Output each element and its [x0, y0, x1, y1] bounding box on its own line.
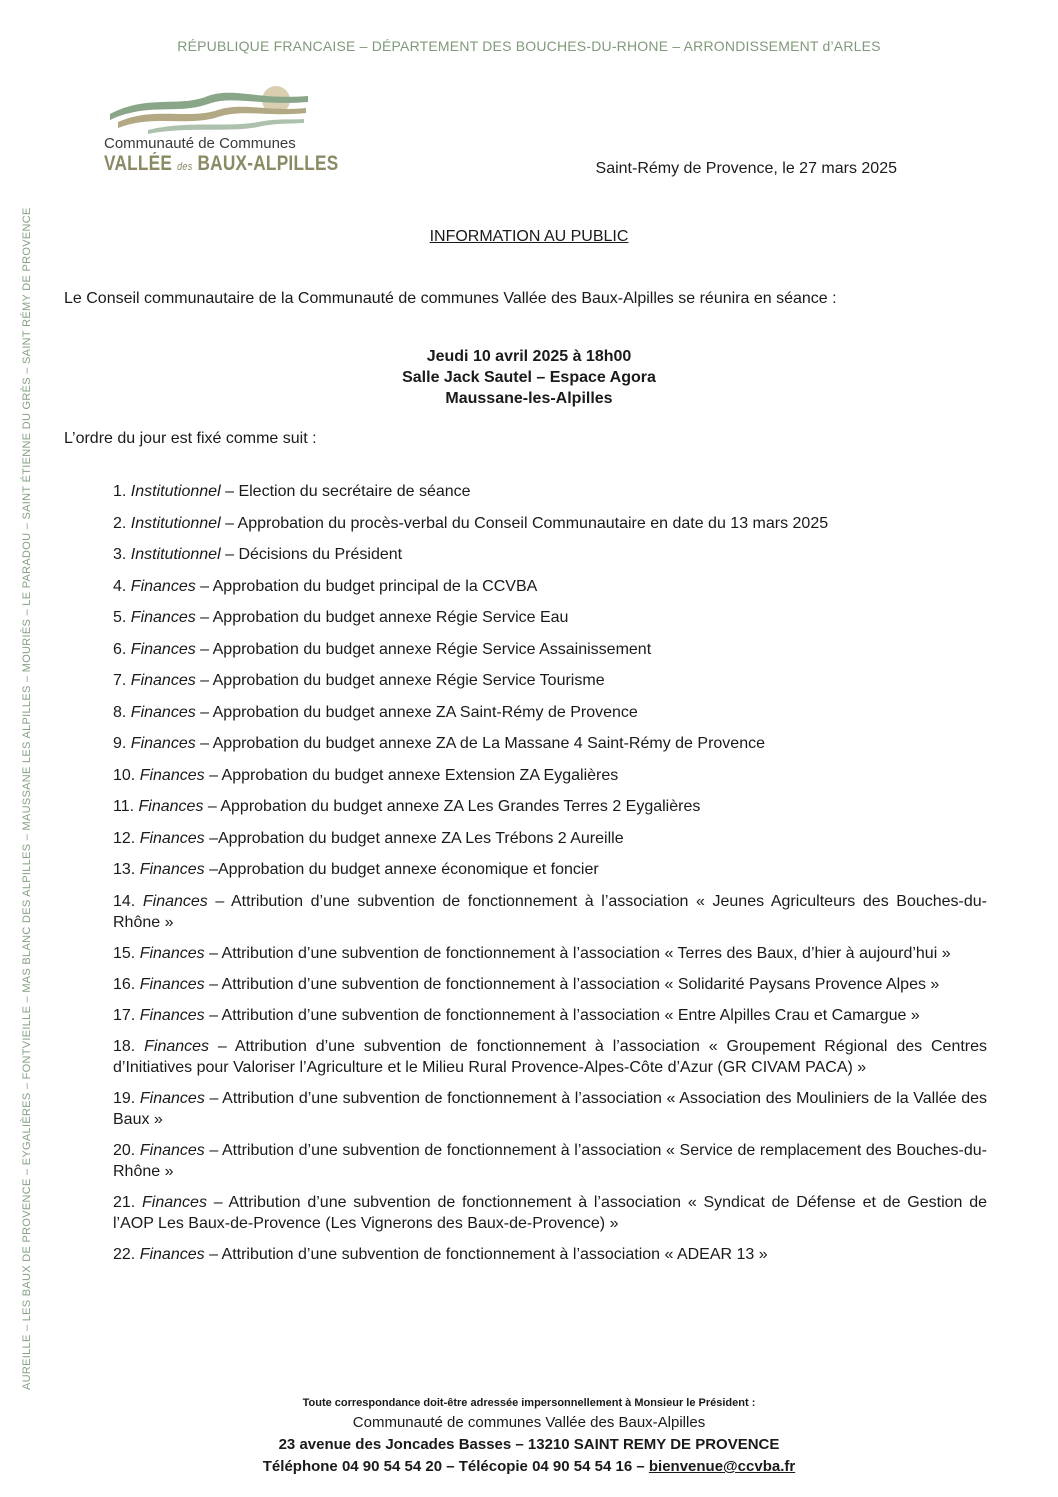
agenda-item-number: 13.	[113, 861, 136, 878]
footer-phone: Téléphone 04 90 54 54 20 – Télécopie 04 90 54 54 16 –	[262, 1458, 645, 1475]
agenda-item-category: Finances	[139, 1245, 205, 1263]
agenda-item-separator: –	[207, 892, 231, 910]
agenda-item-number: 6.	[113, 640, 127, 658]
agenda-item-separator: –	[203, 798, 221, 815]
agenda-item-separator: –	[220, 483, 239, 500]
agenda-item-separator: –	[204, 829, 218, 847]
agenda-item-separator: –	[204, 944, 222, 962]
order-intro: L’ordre du jour est fixé comme suit :	[64, 430, 317, 447]
agenda-item-separator: –	[204, 1089, 223, 1107]
agenda-item	[113, 1005, 987, 1026]
agenda-item	[113, 702, 987, 723]
agenda-item-category: Finances	[139, 1006, 205, 1024]
agenda-item	[113, 576, 987, 597]
footer-contact	[0, 1456, 1058, 1478]
agenda-item	[113, 639, 987, 660]
agenda-item	[113, 828, 987, 849]
agenda-item	[113, 974, 987, 995]
agenda-item	[113, 481, 987, 502]
agenda-item-category: Finances	[139, 1141, 205, 1159]
agenda-item-number: 22.	[113, 1245, 136, 1263]
agenda-item	[113, 796, 987, 817]
agenda-item-text: Attribution d’une subvention de fonctionnement à l’association « Terres des Baux, d’hier à aujourd’hui »	[221, 944, 951, 962]
agenda-item-number: 8.	[113, 703, 127, 721]
agenda-item-separator: –	[195, 577, 213, 595]
agenda-item-text: Attribution d’une subvention de fonctionnement à l’association « ADEAR 13 »	[221, 1245, 768, 1263]
agenda-item-number: 19.	[113, 1089, 136, 1107]
agenda-item-number: 12.	[113, 829, 136, 847]
agenda-item	[113, 1192, 987, 1234]
agenda-item-category: Finances	[130, 609, 196, 626]
logo-vallee: VALLÉE	[104, 152, 173, 175]
agenda-item	[113, 859, 987, 880]
agenda-item-separator: –	[195, 703, 213, 721]
logo-name-line	[104, 152, 338, 176]
header-republic: RÉPUBLIQUE FRANCAISE – DÉPARTEMENT DES BOUCHES-DU-RHONE – ARRONDISSEMENT d’ARLES	[177, 38, 881, 54]
agenda-item-text: Approbation du budget annexe économique et foncier	[217, 861, 599, 878]
agenda-item-category: Finances	[139, 829, 205, 847]
agenda-item-text: Approbation du budget principal de la CCVBA	[212, 577, 538, 595]
agenda-item-number: 15.	[113, 944, 136, 962]
agenda-item	[113, 891, 987, 933]
agenda-item-number: 21.	[113, 1193, 136, 1211]
logo-mountains-icon	[108, 82, 308, 134]
agenda-item-text: Approbation du budget annexe ZA de La Massane 4 Saint-Rémy de Provence	[212, 735, 765, 752]
agenda-item-separator: –	[206, 1193, 229, 1211]
agenda-item-number: 4.	[113, 577, 127, 595]
footer-email-link[interactable]: bienvenue@ccvba.fr	[648, 1458, 796, 1475]
agenda-item-number: 9.	[113, 735, 127, 752]
agenda-item-category: Finances	[139, 861, 205, 878]
agenda-item-category: Finances	[130, 672, 196, 689]
agenda-item-text: Approbation du procès-verbal du Conseil Communautaire en date du 13 mars 2025	[237, 514, 829, 532]
agenda-item-category: Finances	[144, 1037, 210, 1055]
agenda-item-separator: –	[204, 1141, 222, 1159]
logo-des: des	[177, 161, 193, 173]
agenda-item-text: Approbation du budget annexe ZA Les Grandes Terres 2 Eygalières	[220, 798, 701, 815]
logo-org-line: Communauté de Communes	[104, 135, 296, 152]
agenda-item-text: Attribution d’une subvention de fonctionnement à l’association « Syndicat de Défense et de Gestion de l’AOP Les Baux-de-Provence (Les Vignerons des Baux-de-Provence) »	[113, 1193, 987, 1232]
meeting-date: Jeudi 10 avril 2025 à 18h00	[426, 348, 632, 365]
agenda-item-category: Finances	[130, 577, 196, 595]
agenda-item-separator: –	[209, 1037, 235, 1055]
agenda-item	[113, 1244, 987, 1265]
agenda-item	[113, 733, 987, 754]
agenda-item-text: Election du secrétaire de séance	[238, 483, 471, 500]
footer-note: Toute correspondance doit-être adressée impersonnellement à Monsieur le Président :	[302, 1397, 756, 1409]
agenda-item-number: 5.	[113, 609, 127, 626]
agenda-item-number: 7.	[113, 672, 127, 689]
meeting-room: Salle Jack Sautel – Espace Agora	[402, 369, 656, 386]
agenda-item-number: 18.	[113, 1037, 136, 1055]
agenda-item-category: Finances	[142, 1193, 207, 1211]
agenda-item-number: 17.	[113, 1006, 136, 1024]
agenda-item	[113, 1140, 987, 1182]
footer-address: 23 avenue des Joncades Basses – 13210 SAINT REMY DE PROVENCE	[278, 1436, 780, 1453]
meeting-town: Maussane-les-Alpilles	[445, 390, 613, 407]
agenda-item-category: Finances	[139, 975, 205, 993]
agenda-item-number: 1.	[113, 483, 127, 500]
agenda-item-category: Institutionnel	[130, 483, 221, 500]
agenda-item-separator: –	[220, 514, 238, 532]
footer-org: Communauté de communes Vallée des Baux-Alpilles	[352, 1414, 706, 1431]
agenda-item-separator: –	[220, 546, 239, 563]
agenda-item-separator: –	[204, 766, 222, 784]
sidebar-communes: AUREILLE – LES BAUX DE PROVENCE – EYGALIÈRES – FONTVIEILLE – MAS BLANC DES ALPILLES – MAUSSANE LES ALPILLES – MOURIÈS – LE PARADOU – SAINT ÉTIENNE DU GRÈS – SAINT RÉMY DE PROVENCE	[21, 207, 33, 1390]
agenda-item-category: Institutionnel	[130, 546, 221, 563]
agenda-item-category: Finances	[142, 892, 208, 910]
agenda-item-text: Attribution d’une subvention de fonctionnement à l’association « Solidarité Paysans Provence Alpes »	[221, 975, 940, 993]
agenda-item-category: Finances	[139, 766, 205, 784]
agenda-item	[113, 670, 987, 691]
agenda-item	[113, 513, 987, 534]
agenda-item-text: Attribution d’une subvention de fonctionnement à l’association « Jeunes Agriculteurs des Bouches-du-Rhône »	[113, 892, 988, 931]
dateline: Saint-Rémy de Provence, le 27 mars 2025	[595, 160, 897, 177]
agenda-item-number: 10.	[113, 766, 136, 784]
agenda-item-text: Approbation du budget annexe Régie Service Eau	[212, 609, 569, 626]
agenda-item-number: 11.	[113, 798, 135, 815]
agenda-item-separator: –	[195, 735, 213, 752]
footer	[0, 1394, 1058, 1478]
intro-text: Le Conseil communautaire de la Communauté de communes Vallée des Baux-Alpilles se réunira en séance :	[64, 290, 837, 307]
agenda-item-text: Attribution d’une subvention de fonctionnement à l’association « Groupement Régional des Centres d’Initiatives pour Valoriser l’Agriculture et le Milieu Rural Provence-Alpes-Côte d’Azur (GR CIVAM PACA) »	[113, 1037, 988, 1076]
agenda-item	[113, 1036, 987, 1078]
agenda-item-separator: –	[204, 1245, 222, 1263]
agenda-item-number: 2.	[113, 514, 127, 532]
agenda-item-text: Approbation du budget annexe Régie Service Tourisme	[212, 672, 605, 689]
agenda-item	[113, 1088, 987, 1130]
agenda-item-text: Approbation du budget annexe ZA Les Trébons 2 Aureille	[217, 829, 624, 847]
agenda-item-category: Finances	[130, 640, 196, 658]
agenda-item-text: Attribution d’une subvention de fonctionnement à l’association « Entre Alpilles Crau et Camargue »	[221, 1006, 920, 1024]
agenda-item-category: Institutionnel	[130, 514, 221, 532]
agenda-item	[113, 943, 987, 964]
agenda-item-text: Attribution d’une subvention de fonctionnement à l’association « Association des Mouliniers de la Vallée des Baux »	[113, 1089, 988, 1128]
agenda-item	[113, 544, 987, 565]
agenda-item-number: 14.	[113, 892, 136, 910]
agenda-item-category: Finances	[138, 798, 204, 815]
agenda-item-separator: –	[195, 672, 213, 689]
agenda-item-text: Attribution d’une subvention de fonctionnement à l’association « Service de remplacement des Bouches-du-Rhône »	[113, 1141, 987, 1180]
agenda-item	[113, 765, 987, 786]
agenda-item-separator: –	[204, 1006, 222, 1024]
agenda-list	[113, 481, 987, 1275]
agenda-item-number: 20.	[113, 1141, 136, 1159]
agenda-item-category: Finances	[130, 703, 196, 721]
agenda-item-number: 16.	[113, 975, 136, 993]
agenda-item-number: 3.	[113, 546, 127, 563]
agenda-item-separator: –	[195, 640, 213, 658]
agenda-item-text: Approbation du budget annexe Régie Service Assainissement	[212, 640, 652, 658]
meeting-details	[324, 346, 734, 409]
agenda-item-separator: –	[204, 861, 218, 878]
agenda-item-category: Finances	[130, 735, 196, 752]
logo-baux-alpilles: BAUX-ALPILLES	[197, 152, 339, 175]
agenda-item-text: Approbation du budget annexe Extension ZA Eygalières	[221, 766, 619, 784]
agenda-item-category: Finances	[139, 1089, 205, 1107]
agenda-item-text: Décisions du Président	[238, 546, 403, 563]
agenda-item	[113, 607, 987, 628]
page-title: INFORMATION AU PUBLIC	[429, 228, 629, 245]
agenda-item-category: Finances	[139, 944, 205, 962]
agenda-item-separator: –	[195, 609, 213, 626]
agenda-item-text: Approbation du budget annexe ZA Saint-Rémy de Provence	[212, 703, 638, 721]
agenda-item-separator: –	[204, 975, 222, 993]
logo	[100, 82, 339, 182]
